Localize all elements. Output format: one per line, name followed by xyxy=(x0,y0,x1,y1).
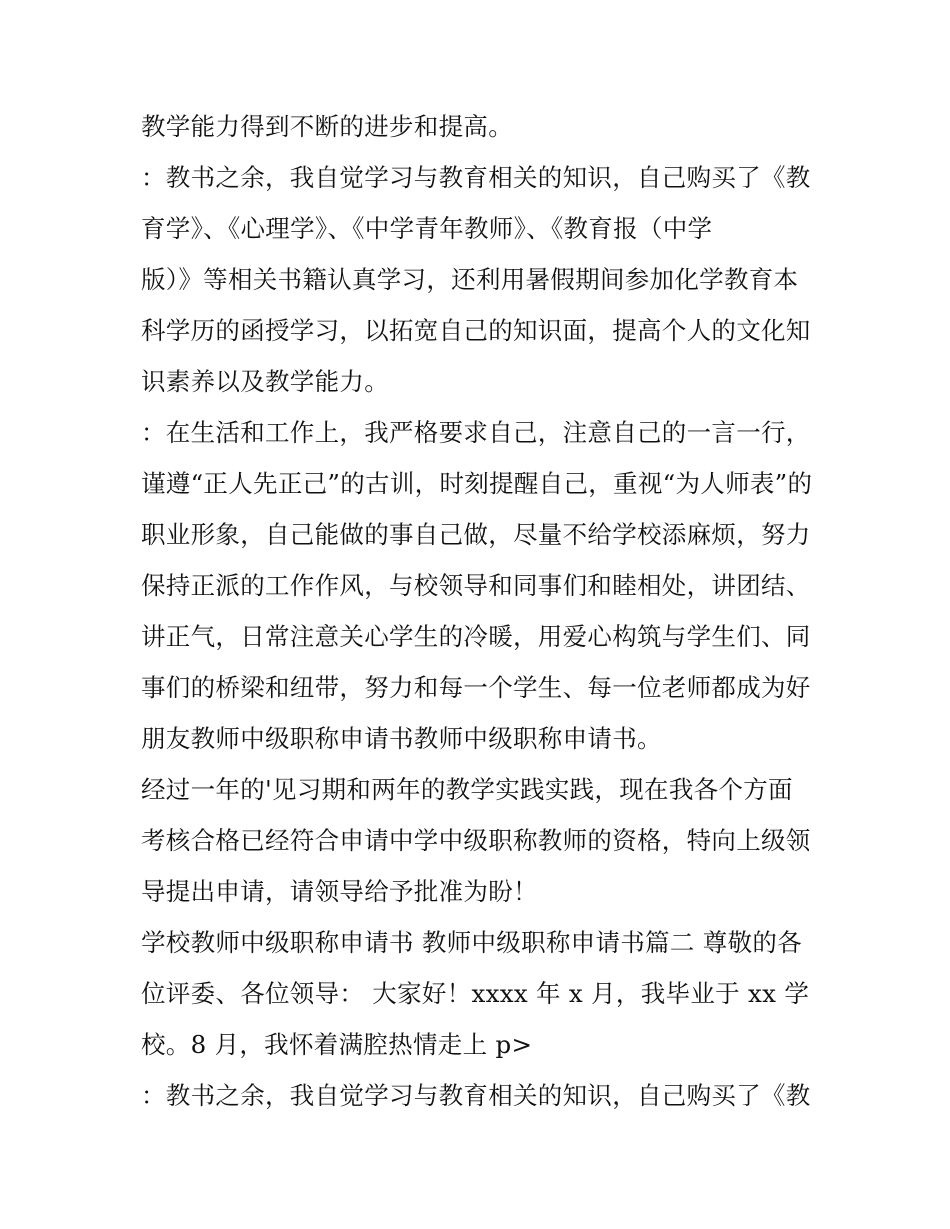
text-line: 考核合格已经符合申请中学中级职称教师的资格，特向上级领 xyxy=(141,826,811,855)
text-line: 识素养以及教学能力。 xyxy=(141,367,389,396)
text-line: ：在生活和工作上，我严格要求自己，注意自己的一言一行， xyxy=(141,418,811,447)
text-line: 学校教师中级职称申请书 教师中级职称申请书篇二 尊敬的各 xyxy=(141,928,802,957)
text-line: 朋友教师中级职称申请书教师中级职称申请书。 xyxy=(141,724,662,753)
text-line: 校。8 月，我怀着满腔热情走上 p> xyxy=(141,1030,533,1059)
text-line: 科学历的函授学习，以拓宽自己的知识面，提高个人的文化知 xyxy=(141,316,811,345)
text-line: 谨遵“正人先正己”的古训，时刻提醒自己，重视“为人师表”的 xyxy=(141,469,813,498)
text-line: 保持正派的工作作风，与校领导和同事们和睦相处，讲团结、 xyxy=(141,571,811,600)
text-line: 经过一年的'见习期和两年的教学实践实践，现在我各个方面 xyxy=(141,775,793,804)
text-line: ：教书之余，我自觉学习与教育相关的知识，自己购买了《教 xyxy=(141,1081,811,1110)
text-line: 职业形象，自己能做的事自己做，尽量不给学校添麻烦，努力 xyxy=(141,520,811,549)
text-line: 讲正气，日常注意关心学生的冷暖，用爱心构筑与学生们、同 xyxy=(141,622,811,651)
text-line: ：教书之余，我自觉学习与教育相关的知识，自己购买了《教 xyxy=(141,163,811,192)
text-line: 位评委、各位领导： 大家好！xxxx 年 x 月，我毕业于 xx 学 xyxy=(141,979,810,1008)
text-line: 事们的桥梁和纽带，努力和每一个学生、每一位老师都成为好 xyxy=(141,673,811,702)
text-line: 教学能力得到不断的进步和提高。 xyxy=(141,112,513,141)
text-line: 育学》、《心理学》、《中学青年教师》、《教育报（中学 xyxy=(141,214,713,243)
text-line: 导提出申请，请领导给予批准为盼！ xyxy=(141,877,538,906)
text-line: 版）》等相关书籍认真学习，还利用暑假期间参加化学教育本 xyxy=(141,265,799,294)
